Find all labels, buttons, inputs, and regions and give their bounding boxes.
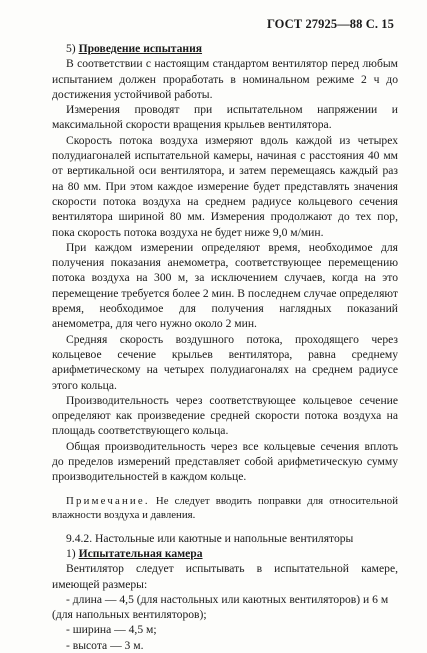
paragraph: Общая производительность через все кольцевые сечения вплоть до пределов измерений представляет собой арифметическую сумму производительностей в каждом кольце. [52,439,398,484]
list-item: - ширина — 4,5 м; [66,623,157,637]
section-5-title: Проведение испытания [78,42,203,55]
section-5-number: 5) [66,42,76,55]
paragraph: Скорость потока воздуха измеряют вдоль каждой из четырех полудиагоналей испытательной камеры, начиная с расстояния 40 мм от вертикальной оси вентилятора, и затем перемещаясь каждый раз на 80 мм. При этом каждое измерение будет представлять значения скорости потока воздуха на среднем радиусе кольцевого сечения вентилятора шириной 80 мм. Измерения продолжают до тех пор, пока скорость потока воздуха не будет ниже 9,0 м/мин. [52,133,398,239]
dimensions-list [52,592,398,653]
section-942-subheading [52,546,398,561]
list-item: - длина — 4,5 (для настольных или каютных вентиляторов) и 6 м (для напольных вентиляторов); [52,592,389,622]
page-content [52,41,398,653]
note [52,494,398,522]
list-item: - высота — 3 м. [66,638,144,652]
subheading-number: 1) [66,546,76,560]
paragraph: При каждом измерении определяют время, необходимое для получения показания анемометра, соответствующее перемещению потока воздуха на 300 м, за исключением случаев, когда на это перемещение требуется более 2 мин. В последнем случае определяют время, необходимое для получения наглядных показаний анемометра, для чего нужно около 2 мин. [52,240,398,331]
section-942-title: 9.4.2. Настольные или каютные и напольные вентиляторы [66,531,354,545]
paragraph: Измерения проводят при испытательном напряжении и максимальной скорости вращения крыльев вентилятора. [52,103,398,132]
paragraph: Средняя скорость воздушного потока, проходящего через кольцевое сечение крыльев вентилятора, равна среднему арифметическому на четырех полудиагоналях на среднем радиусе этого кольца. [52,332,398,392]
page-header: ГОСТ 27925—88 С. 15 [266,17,394,31]
paragraph: Производительность через соответствующее кольцевое сечение определяют как произведение средней скорости потока воздуха на площадь соответствующего кольца. [52,393,398,438]
section-5-heading [52,41,398,56]
paragraph: Вентилятор следует испытывать в испытательной камере, имеющей размеры: [52,562,398,591]
paragraph: В соответствии с настоящим стандартом вентилятор перед любым испытанием должен проработать в номинальном режиме 2 ч до достижения устойчивой работы. [52,57,398,101]
subheading-title: Испытательная камера [78,546,203,560]
note-label: Примечание. [66,494,150,507]
note-text: Не следует вводить поправки для относительной влажности воздуха и давления. [52,494,398,521]
